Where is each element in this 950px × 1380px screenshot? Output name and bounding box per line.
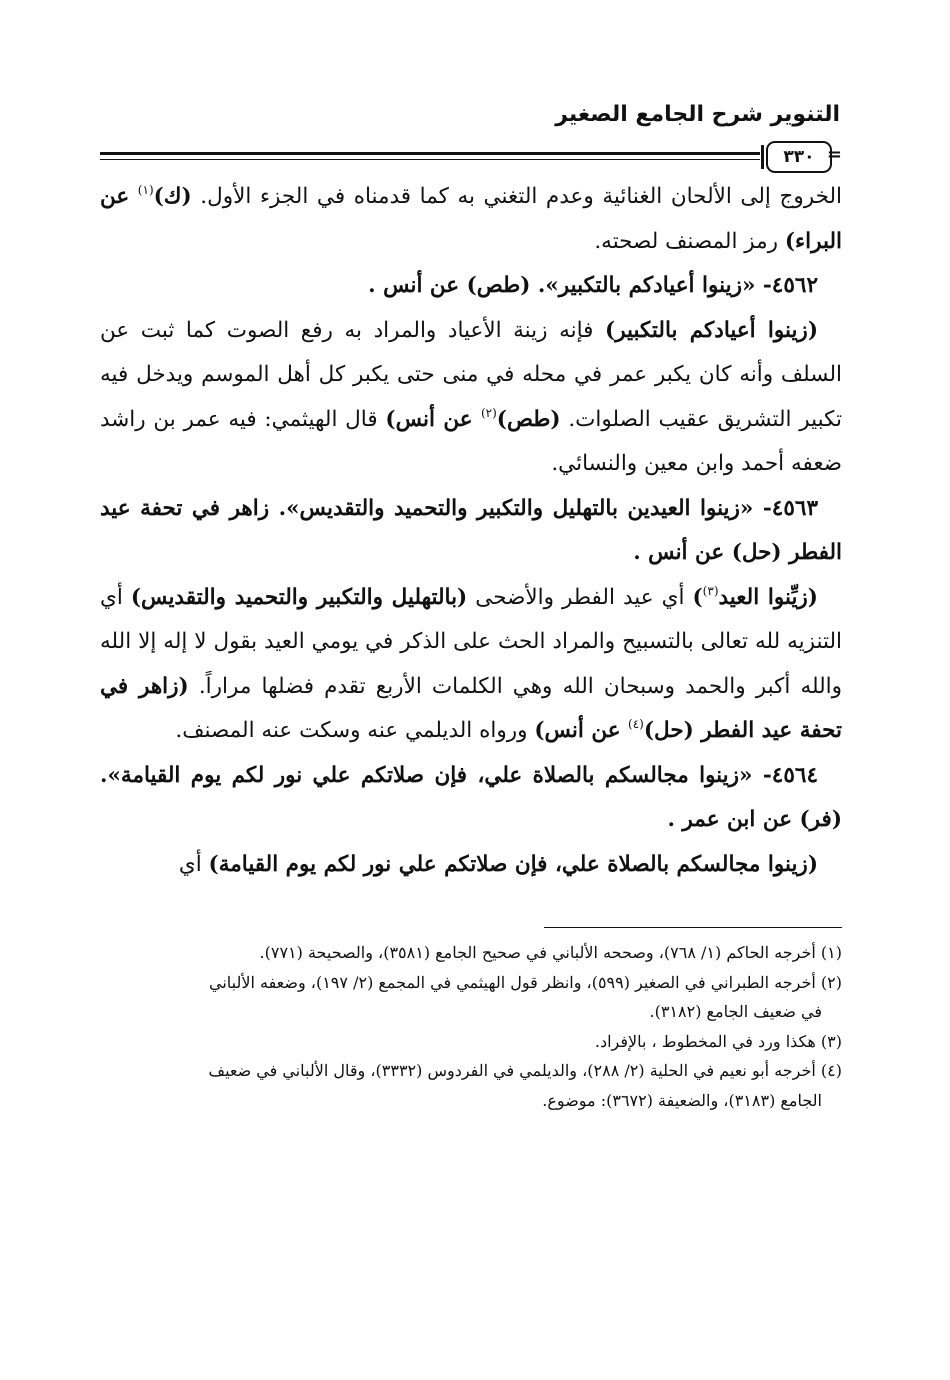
narrator-ref: عن أنس) [534,718,629,743]
hadith-quote: (بالتهليل والتكبير والتحميد والتقديس) [130,584,468,610]
footnote-4: (٤) أخرجه أبو نعيم في الحلية (٢/ ٢٨٨)، والديلمي في الفردوس (٣٣٣٢)، وقال الألباني في ضعيف [208,1061,842,1080]
source-code: (زاهر في تحفة عيد الفطر (حل) [100,673,842,743]
commentary-text: الخروج إلى الألحان الغنائية وعدم التغني به كما قدمناه في الجزء الأول. [191,184,842,209]
commentary-text: رمز المصنف لصحته. [594,228,785,254]
hadith-quote: (زينوا أعيادكم بالتكبير) [605,317,818,343]
running-title: التنوير شرح الجامع الصغير [555,102,840,127]
commentary-text: قال الهيثمي: فيه عمر بن راشد ضعفه أحمد وابن معين والنسائي. [100,406,842,476]
footnote-ref-3: (٣) [702,583,719,598]
commentary-text: أي التنزيه لله تعالى بالتسبيح والمراد الحث على الذكر في يومي العيد بقول لا إله إلا الله والله أكبر والحمد وسبحان الله وهي الكلمات الأربع تقدم فضلها مراراً. [100,584,842,699]
footnote-4-continuation: الجامع (٣١٨٣)، والضعيفة (٣٦٧٢): موضوع. [542,1090,822,1110]
footnote-2-continuation: في ضعيف الجامع (٣١٨٢). [649,1002,822,1021]
commentary-text: ورواه الديلمي عنه وسكت عنه المصنف. [175,718,535,743]
narrator-ref: عن البراء) [100,184,842,254]
source-code: (ك) [153,184,192,209]
footnote-ref-4: (٤) [628,717,644,731]
footnote-ref-2: (٢) [480,405,497,420]
narrator-ref: عن أنس) [385,406,481,432]
source-code: (طص) [496,406,561,432]
commentary-text: فإنه زينة الأعياد والمراد به رفع الصوت كما ثبت عن السلف وأنه كان يكبر عمر في محله في منى حتى يكبر كل أهل الموسم ويدخل فيه تكبير التشريق عقيب الصلوات. [100,317,842,432]
main-text [100,175,842,887]
footnote-rule [544,927,842,928]
rule-end-marker: = [826,144,842,165]
footnote-3: (٣) هكذا ورد في المخطوط ، بالإفراد. [594,1031,842,1051]
footnotes [100,927,842,1115]
hadith-quote: (زيِّنوا العيد [718,584,818,610]
footnote-ref-1: (١) [137,183,154,197]
hadith-4562: ٤٥٦٢- «زينوا أعيادكم بالتكبير». (طص) عن أنس . [368,273,818,298]
hadith-4564: ٤٥٦٤- «زينوا مجالسكم بالصلاة علي، فإن صلاتكم علي نور لكم يوم القيامة». (فر) عن ابن عمر . [100,762,842,832]
paragraph-commentary-3 [100,576,842,754]
paragraph-commentary-1 [100,175,842,264]
hadith-4563: ٤٥٦٣- «زينوا العيدين بالتهليل والتكبير والتحميد والتقديس». زاهر في تحفة عيد الفطر (حل) عن أنس . [100,495,842,565]
header-rule [100,141,842,173]
paragraph-commentary-4 [100,843,842,888]
book-page [100,95,842,1115]
hadith-quote: (زينوا مجالسكم بالصلاة علي، فإن صلاتكم علي نور لكم يوم القيامة) [208,851,818,877]
footnote-1: (١) أخرجه الحاكم (١/ ٧٦٨)، وصححه الألباني في صحيح الجامع (٣٥٨١)، والصحيحة (٧٧١). [259,943,842,962]
page-number: ٣٣٠ [766,141,832,173]
double-rule-line [100,152,760,155]
paragraph-commentary-2 [100,309,842,487]
commentary-text: أي [178,851,209,877]
footnote-2: (٢) أخرجه الطبراني في الصغير (٥٩٩)، وانظر قول الهيثمي في المجمع (٢/ ١٩٧)، وضعفه الألباني [208,972,842,992]
commentary-text: أي عيد الفطر والأضحى [467,584,693,610]
hadith-quote-close: ) [692,584,703,610]
